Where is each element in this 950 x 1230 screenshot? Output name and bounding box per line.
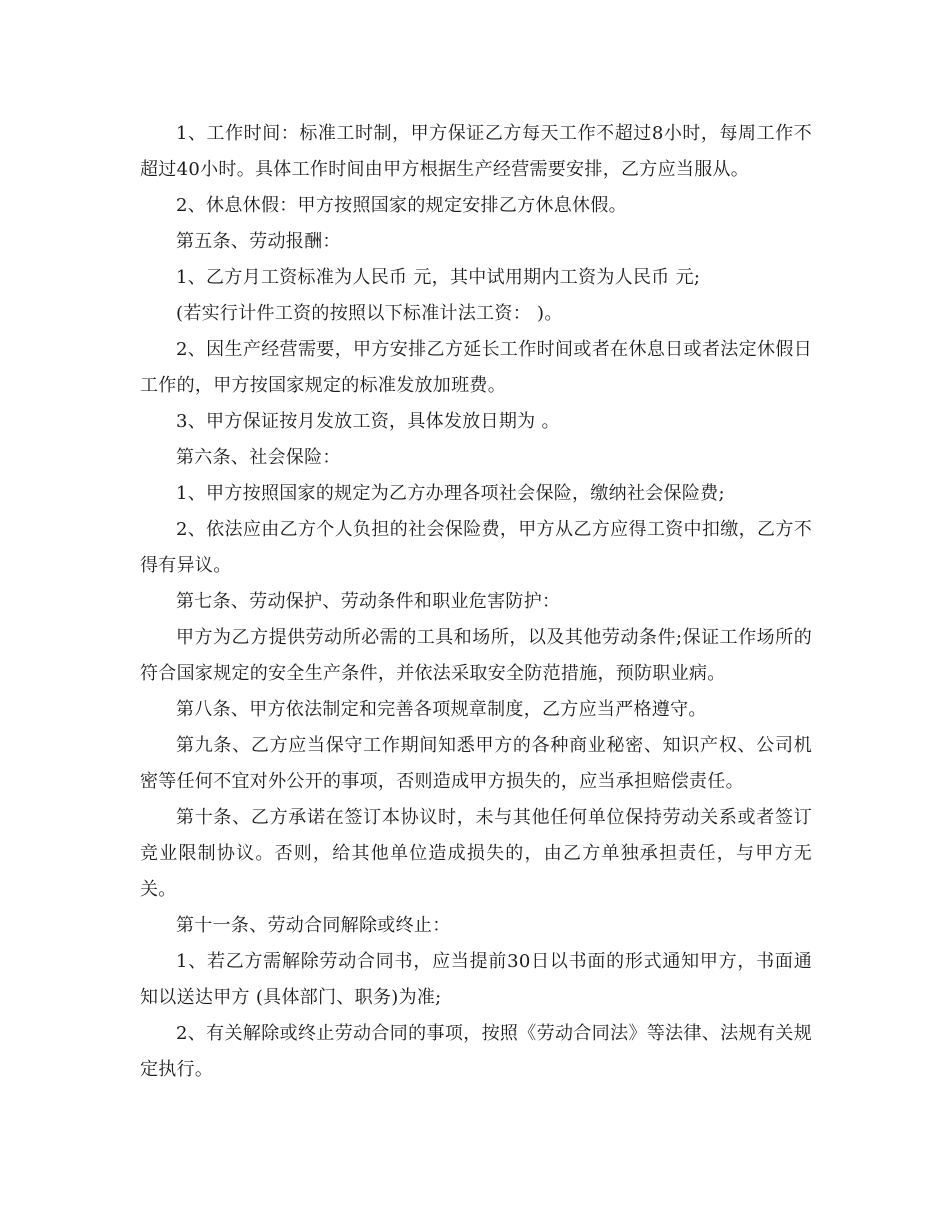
paragraph-termination-law: 2、有关解除或终止劳动合同的事项，按照《劳动合同法》等法律、法规有关规定执行。 bbox=[140, 1023, 812, 1080]
paragraph-insurance-deduction: 2、依法应由乙方个人负担的社会保险费，甲方从乙方应得工资中扣缴，乙方不得有异议。 bbox=[140, 519, 812, 576]
paragraph-pay-date: 3、甲方保证按月发放工资，具体发放日期为 。 bbox=[176, 411, 560, 432]
paragraph-work-hours: 1、工作时间：标准工时制，甲方保证乙方每天工作不超过8小时，每周工作不超过40小时。具体工作时间由甲方根据生产经营需要安排，乙方应当服从。 bbox=[140, 123, 812, 180]
document-body bbox=[140, 116, 812, 1088]
paragraph-overtime: 2、因生产经营需要，甲方安排乙方延长工作时间或者在休息日或者法定休假日工作的，甲方按国家规定的标准发放加班费。 bbox=[140, 339, 812, 396]
paragraph-monthly-wage: 1、乙方月工资标准为人民币 元，其中试用期内工资为人民币 元; bbox=[176, 267, 701, 288]
paragraph-social-insurance: 1、甲方按照国家的规定为乙方办理各项社会保险，缴纳社会保险费; bbox=[176, 483, 725, 504]
paragraph-labor-protection: 甲方为乙方提供劳动所必需的工具和场所，以及其他劳动条件;保证工作场所的符合国家规定的安全生产条件，并依法采取安全防范措施，预防职业病。 bbox=[140, 627, 812, 684]
paragraph-piece-rate: (若实行计件工资的按照以下标准计法工资： )。 bbox=[176, 303, 563, 324]
heading-article-7: 第七条、劳动保护、劳动条件和职业危害防护： bbox=[176, 591, 561, 612]
heading-article-5: 第五条、劳动报酬： bbox=[176, 231, 341, 252]
heading-article-11: 第十一条、劳动合同解除或终止： bbox=[176, 915, 451, 936]
heading-article-10: 第十条、乙方承诺在签订本协议时，未与其他任何单位保持劳动关系或者签订竞业限制协议。否则，给其他单位造成损失的，由乙方单独承担责任，与甲方无关。 bbox=[140, 807, 812, 900]
heading-article-6: 第六条、社会保险： bbox=[176, 447, 341, 468]
heading-article-9: 第九条、乙方应当保守工作期间知悉甲方的各种商业秘密、知识产权、公司机密等任何不宜对外公开的事项，否则造成甲方损失的，应当承担赔偿责任。 bbox=[140, 735, 812, 792]
heading-article-8: 第八条、甲方依法制定和完善各项规章制度，乙方应当严格遵守。 bbox=[176, 699, 707, 720]
paragraph-termination-notice: 1、若乙方需解除劳动合同书，应当提前30日以书面的形式通知甲方，书面通知以送达甲方 (具体部门、职务)为准; bbox=[140, 951, 812, 1008]
paragraph-rest-leave: 2、休息休假：甲方按照国家的规定安排乙方休息休假。 bbox=[176, 195, 627, 216]
